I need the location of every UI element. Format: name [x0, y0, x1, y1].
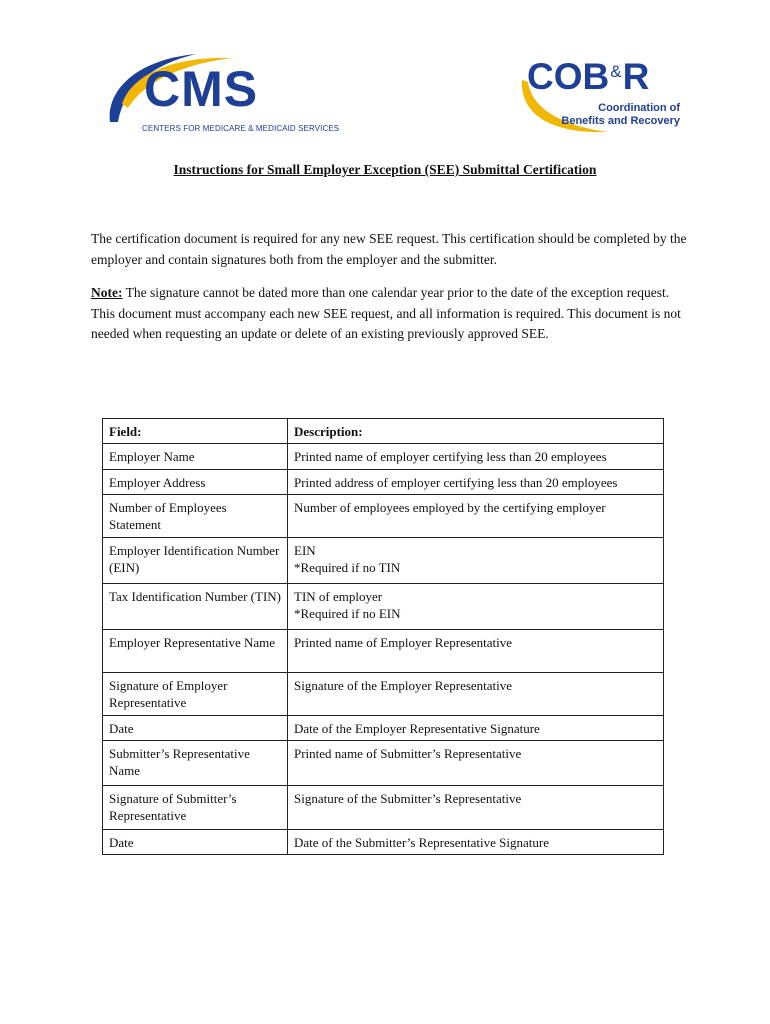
cobr-wordmark-right: R	[622, 56, 650, 97]
description-cell: Date of the Employer Representative Signature	[288, 716, 664, 741]
table-row	[103, 786, 664, 830]
description-cell	[288, 584, 664, 630]
field-cell: Submitter’s Representative Name	[103, 741, 288, 786]
cobr-wordmark-left: COB	[527, 56, 610, 97]
cobr-wordmark-amp: &	[610, 62, 622, 81]
field-cell: Employer Address	[103, 470, 288, 495]
description-cell: Signature of the Submitter’s Representative	[288, 786, 664, 830]
description-column-header: Description:	[288, 419, 664, 444]
field-cell: Employer Name	[103, 444, 288, 470]
field-cell: Signature of Employer Representative	[103, 673, 288, 716]
description-text: TIN of employer	[294, 589, 383, 604]
description-cell: Printed name of employer certifying less than 20 employees	[288, 444, 664, 470]
field-cell: Employer Identification Number (EIN)	[103, 538, 288, 584]
description-cell: Printed address of employer certifying less than 20 employees	[288, 470, 664, 495]
cobr-wordmark	[527, 58, 649, 95]
table-row	[103, 444, 664, 470]
required-note: *Required if no EIN	[294, 606, 401, 621]
cobr-subtitle-line2: Benefits and Recovery	[561, 115, 680, 127]
table-row	[103, 673, 664, 716]
note-text: The signature cannot be dated more than one calendar year prior to the date of the exception request. This document must accompany each new SEE request, and all information is required. This document is not needed when requesting an update or delete of an existing previously approved SEE.	[91, 285, 681, 341]
table-row	[103, 830, 664, 855]
fields-table	[102, 418, 664, 855]
field-cell: Employer Representative Name	[103, 630, 288, 673]
field-cell: Number of Employees Statement	[103, 495, 288, 538]
description-text: EIN	[294, 543, 316, 558]
description-cell: Number of employees employed by the certifying employer	[288, 495, 664, 538]
table-row	[103, 470, 664, 495]
field-cell: Date	[103, 830, 288, 855]
description-cell: Signature of the Employer Representative	[288, 673, 664, 716]
table-row	[103, 741, 664, 786]
cms-logo	[104, 52, 340, 136]
field-cell: Date	[103, 716, 288, 741]
required-note: *Required if no TIN	[294, 560, 401, 575]
description-cell: Date of the Submitter’s Representative Signature	[288, 830, 664, 855]
cobr-logo	[520, 52, 680, 138]
cms-wordmark: CMS	[144, 61, 259, 117]
cobr-subtitle	[556, 102, 680, 128]
note-label: Note:	[91, 285, 123, 300]
description-cell: Printed name of Employer Representative	[288, 630, 664, 673]
page-title: Instructions for Small Employer Exception (SEE) Submittal Certification	[173, 162, 597, 177]
table-row	[103, 716, 664, 741]
table-header-row	[103, 419, 664, 444]
field-cell: Signature of Submitter’s Representative	[103, 786, 288, 830]
table-row	[103, 630, 664, 673]
description-cell	[288, 538, 664, 584]
table-row	[103, 495, 664, 538]
cobr-subtitle-line1: Coordination of	[598, 102, 680, 114]
note-paragraph	[91, 283, 691, 345]
field-cell: Tax Identification Number (TIN)	[103, 584, 288, 630]
description-cell: Printed name of Submitter’s Representative	[288, 741, 664, 786]
cms-subtitle: CENTERS FOR MEDICARE & MEDICAID SERVICES	[142, 124, 340, 133]
table-row	[103, 584, 664, 630]
field-column-header: Field:	[103, 419, 288, 444]
intro-paragraph: The certification document is required for any new SEE request. This certification should be completed by the employer and contain signatures both from the employer and the submitter.	[91, 231, 687, 267]
table-row	[103, 538, 664, 584]
